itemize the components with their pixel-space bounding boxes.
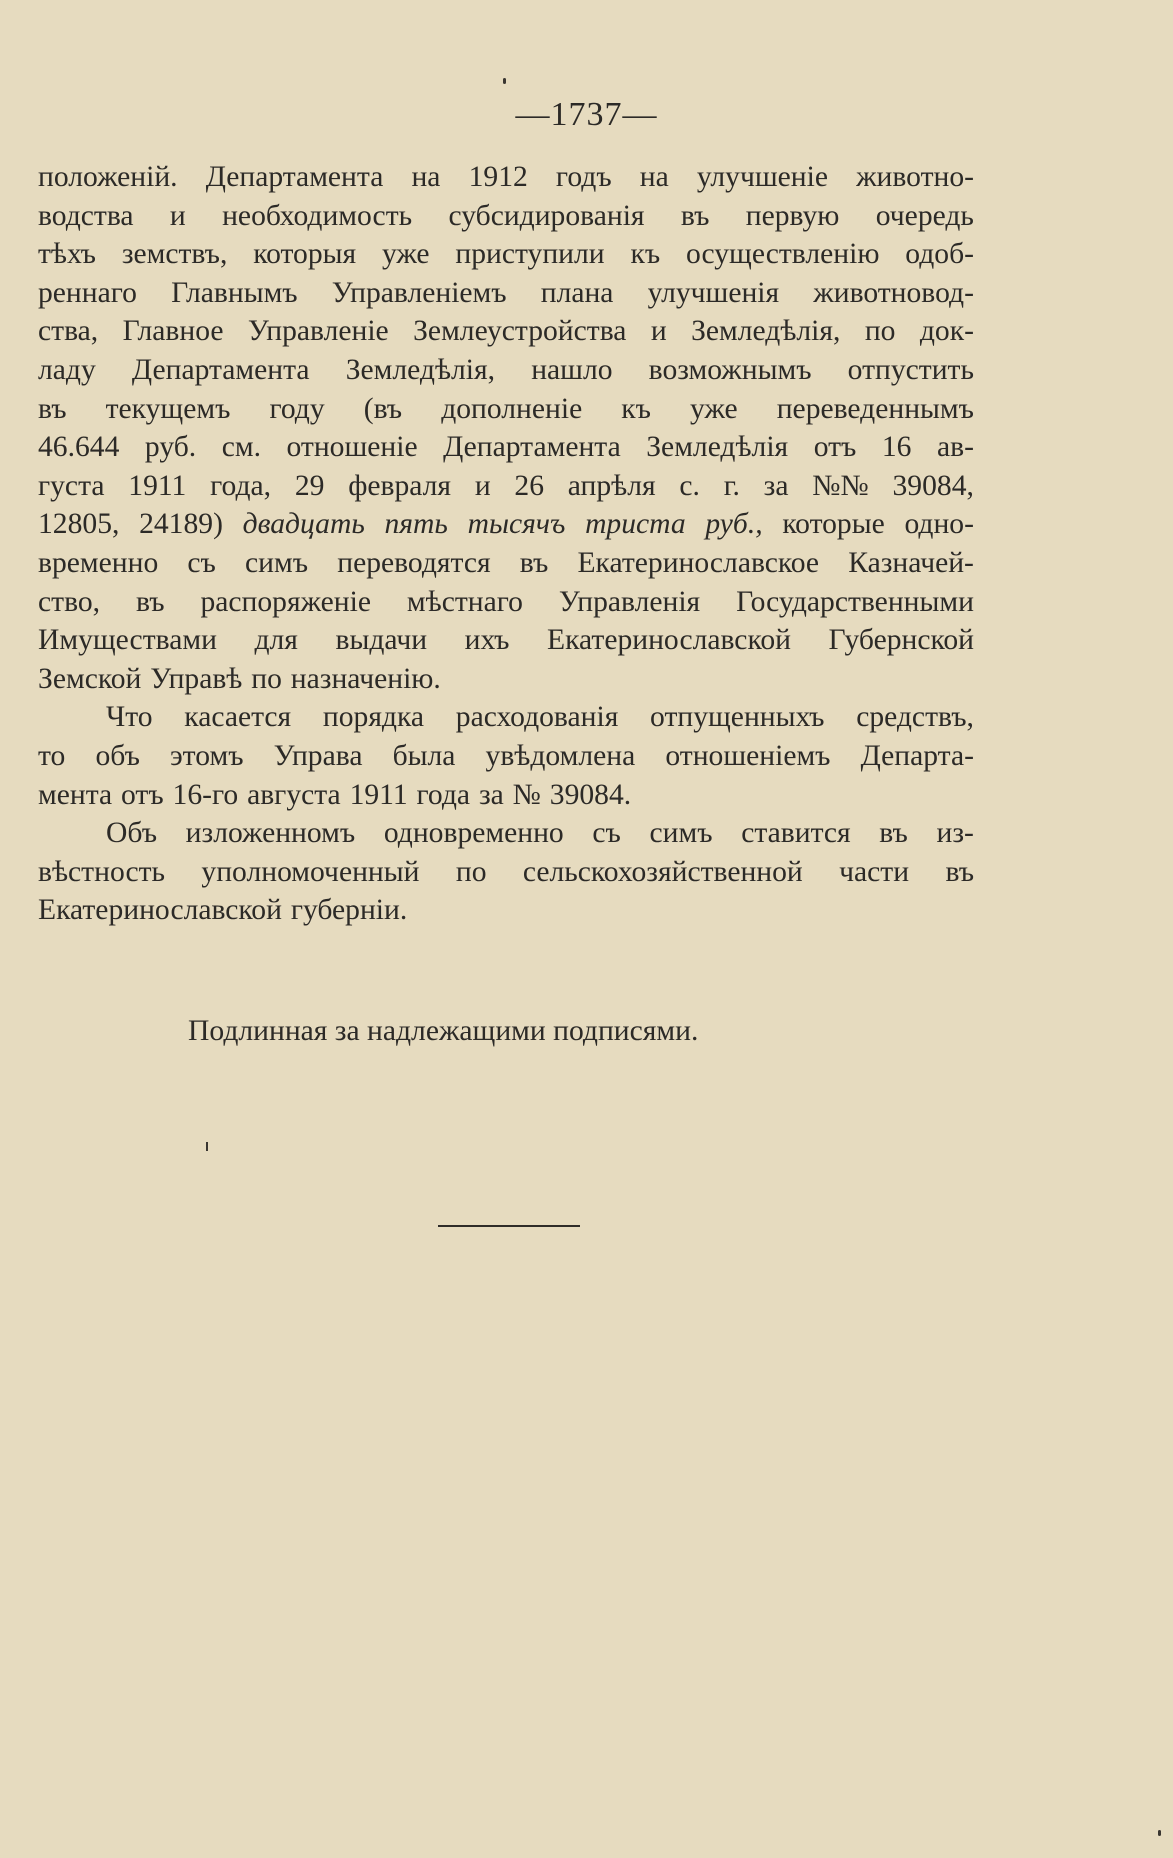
word: очередь <box>875 199 974 232</box>
text-line <box>38 467 974 506</box>
word: февраля <box>348 469 452 502</box>
italic-word: двадцать <box>242 508 365 541</box>
word: мента <box>38 778 113 811</box>
word: Екатеринославское <box>577 546 820 579</box>
text-line <box>38 428 974 467</box>
text-line <box>38 776 974 815</box>
word: 39084, <box>892 469 974 502</box>
word: Главнымъ <box>171 276 298 309</box>
word: губерніи. <box>290 894 408 927</box>
word: 1912 <box>468 161 528 193</box>
word: Губернской <box>828 624 974 657</box>
word: году <box>269 392 325 425</box>
word: отношеніе <box>286 431 418 464</box>
word: Управленіе <box>247 315 389 348</box>
word: водства <box>38 199 134 232</box>
text-line <box>38 853 974 892</box>
text-line <box>38 814 974 853</box>
word: съ <box>592 817 621 850</box>
word: необходимость <box>222 199 413 232</box>
word: отпустить <box>847 353 974 386</box>
word: Екатеринославской <box>547 624 791 657</box>
word: была <box>392 739 456 772</box>
word: ладу <box>38 353 96 386</box>
word: которыя <box>253 238 357 271</box>
word: отношеніемъ <box>665 739 831 772</box>
word: симъ <box>649 817 713 850</box>
word: съ <box>187 546 216 579</box>
word: объ <box>95 739 140 772</box>
word: въ <box>879 817 908 850</box>
word: года, <box>210 469 272 502</box>
word: Что <box>106 701 153 734</box>
word: по <box>864 315 896 348</box>
word: по <box>251 662 282 695</box>
word: Земледѣлія <box>646 431 789 464</box>
word: на <box>411 161 441 193</box>
word: августа <box>247 778 341 811</box>
word: ства, <box>38 315 99 348</box>
word: мѣстнаго <box>406 585 523 618</box>
word: вѣстность <box>38 855 166 888</box>
ink-speck <box>1158 1830 1161 1836</box>
word: дополненіе <box>441 392 583 425</box>
word: улучшенія <box>647 276 780 309</box>
word: Главное <box>122 315 224 348</box>
word: года <box>416 778 471 811</box>
word: 39084. <box>549 778 632 811</box>
text-line <box>38 390 974 429</box>
italic-word: тысячъ <box>467 508 566 541</box>
word: касается <box>184 701 292 734</box>
word: Объ <box>106 817 157 850</box>
word: 1911 <box>349 778 408 811</box>
word: нашло <box>531 353 613 386</box>
word: 1911 <box>128 469 187 502</box>
ink-speck <box>503 78 506 84</box>
word: Департамента <box>205 161 384 193</box>
word: порядка <box>322 701 425 734</box>
word: отъ <box>121 778 164 811</box>
text-line <box>38 737 974 776</box>
word: 26 <box>514 469 545 502</box>
word: Управленія <box>558 585 701 618</box>
word: которые <box>782 508 885 541</box>
word: увѣдомлена <box>485 739 636 772</box>
closing-rule <box>438 1225 580 1227</box>
word: Казначей- <box>848 546 974 579</box>
word: за <box>478 778 504 811</box>
word: изложенномъ <box>185 817 356 850</box>
word: густа <box>38 469 105 502</box>
word: распоряженіе <box>200 585 371 618</box>
word: руб. <box>144 431 197 464</box>
word: 16 <box>881 431 912 464</box>
word: Земледѣлія, <box>345 353 496 386</box>
word: улучшеніе <box>696 161 828 193</box>
word: одно- <box>904 508 974 541</box>
word: расходованія <box>455 701 619 734</box>
word: животновод- <box>813 276 974 309</box>
word: осуществленію <box>685 238 880 271</box>
word: Екатеринославской <box>38 894 282 927</box>
word: въ <box>680 199 710 232</box>
word: животно- <box>856 161 974 193</box>
word: земствъ, <box>121 238 228 271</box>
word: (въ <box>363 392 403 425</box>
italic-word: триста <box>585 508 686 541</box>
italic-word: руб., <box>705 508 763 541</box>
italic-word: пять <box>384 508 448 541</box>
word: приступили <box>455 238 605 271</box>
word: переведеннымъ <box>776 392 974 425</box>
signature-note: Подлинная за надлежащими подписями. <box>188 1015 699 1047</box>
word: уже <box>690 392 738 425</box>
word: въ <box>519 546 549 579</box>
word: Департа- <box>860 739 974 772</box>
word: тѣхъ <box>38 238 96 271</box>
word: 24189) <box>139 508 223 541</box>
word: Землеустройства <box>413 315 627 348</box>
word: и <box>650 315 667 348</box>
text-line <box>38 698 974 737</box>
word: Департамента <box>131 353 310 386</box>
word: реннаго <box>38 276 137 309</box>
word: симъ <box>245 546 309 579</box>
text-line <box>38 197 974 236</box>
word: ихъ <box>464 624 510 657</box>
word: переводятся <box>337 546 491 579</box>
text-line <box>38 621 974 660</box>
text-line <box>38 312 974 351</box>
word: уполномоченный <box>201 855 420 888</box>
word: отъ <box>813 431 857 464</box>
word: назначенію. <box>290 662 441 695</box>
word: возможнымъ <box>648 353 812 386</box>
word: Имуществами <box>38 624 217 657</box>
word: 29 <box>294 469 325 502</box>
word: Государственными <box>736 585 974 618</box>
word: ставится <box>741 817 851 850</box>
word: док- <box>919 315 974 348</box>
text-line <box>38 505 974 544</box>
word: одоб- <box>905 238 974 271</box>
word: части <box>839 855 910 888</box>
word: въ <box>135 585 165 618</box>
word: плана <box>540 276 614 309</box>
word: этомъ <box>169 739 244 772</box>
word: на <box>639 161 669 193</box>
word: текущемъ <box>105 392 231 425</box>
text-line <box>38 891 974 930</box>
word: ство, <box>38 585 101 618</box>
body-text <box>38 158 974 930</box>
word: Земледѣлія, <box>691 315 841 348</box>
text-line <box>38 158 974 197</box>
word: въ <box>38 392 67 425</box>
word: и <box>169 199 186 232</box>
word: 12805, <box>38 508 120 541</box>
word: средствъ, <box>856 701 974 734</box>
word: субсидированія <box>448 199 645 232</box>
word: с. <box>679 469 700 502</box>
word: см. <box>221 431 261 464</box>
word: временно <box>38 546 159 579</box>
word: Земской <box>38 662 142 695</box>
word: за <box>763 469 789 502</box>
word: 16-го <box>172 778 239 811</box>
word: г. <box>723 469 740 502</box>
page-number: —1737— <box>515 96 658 133</box>
word: апрѣля <box>567 469 656 502</box>
word: сельскохозяйственной <box>522 855 803 888</box>
word: въ <box>945 855 974 888</box>
word: къ <box>630 238 661 271</box>
word: из- <box>936 817 974 850</box>
word: къ <box>621 392 651 425</box>
text-line <box>38 660 974 699</box>
word: №№ <box>812 469 869 502</box>
word: уже <box>381 238 430 271</box>
word: для <box>254 624 298 657</box>
text-line <box>38 583 974 622</box>
word: отпущенныхъ <box>650 701 825 734</box>
text-line <box>38 351 974 390</box>
word: № <box>512 778 541 811</box>
word: и <box>474 469 491 502</box>
word: Управа <box>273 739 363 772</box>
word: по <box>455 855 487 888</box>
word: 46.644 <box>38 431 120 464</box>
word: одновременно <box>383 817 564 850</box>
text-line <box>38 235 974 274</box>
word: то <box>38 739 66 772</box>
word: положеній. <box>38 161 178 193</box>
word: выдачи <box>335 624 428 657</box>
text-line <box>38 544 974 583</box>
text-line <box>38 274 974 313</box>
word: Управѣ <box>150 662 243 695</box>
word: годъ <box>555 161 612 193</box>
word: Департамента <box>443 431 621 464</box>
word: ав- <box>936 431 974 464</box>
word: Управленіемъ <box>331 276 507 309</box>
word: первую <box>745 199 840 232</box>
ink-speck <box>206 1142 208 1151</box>
